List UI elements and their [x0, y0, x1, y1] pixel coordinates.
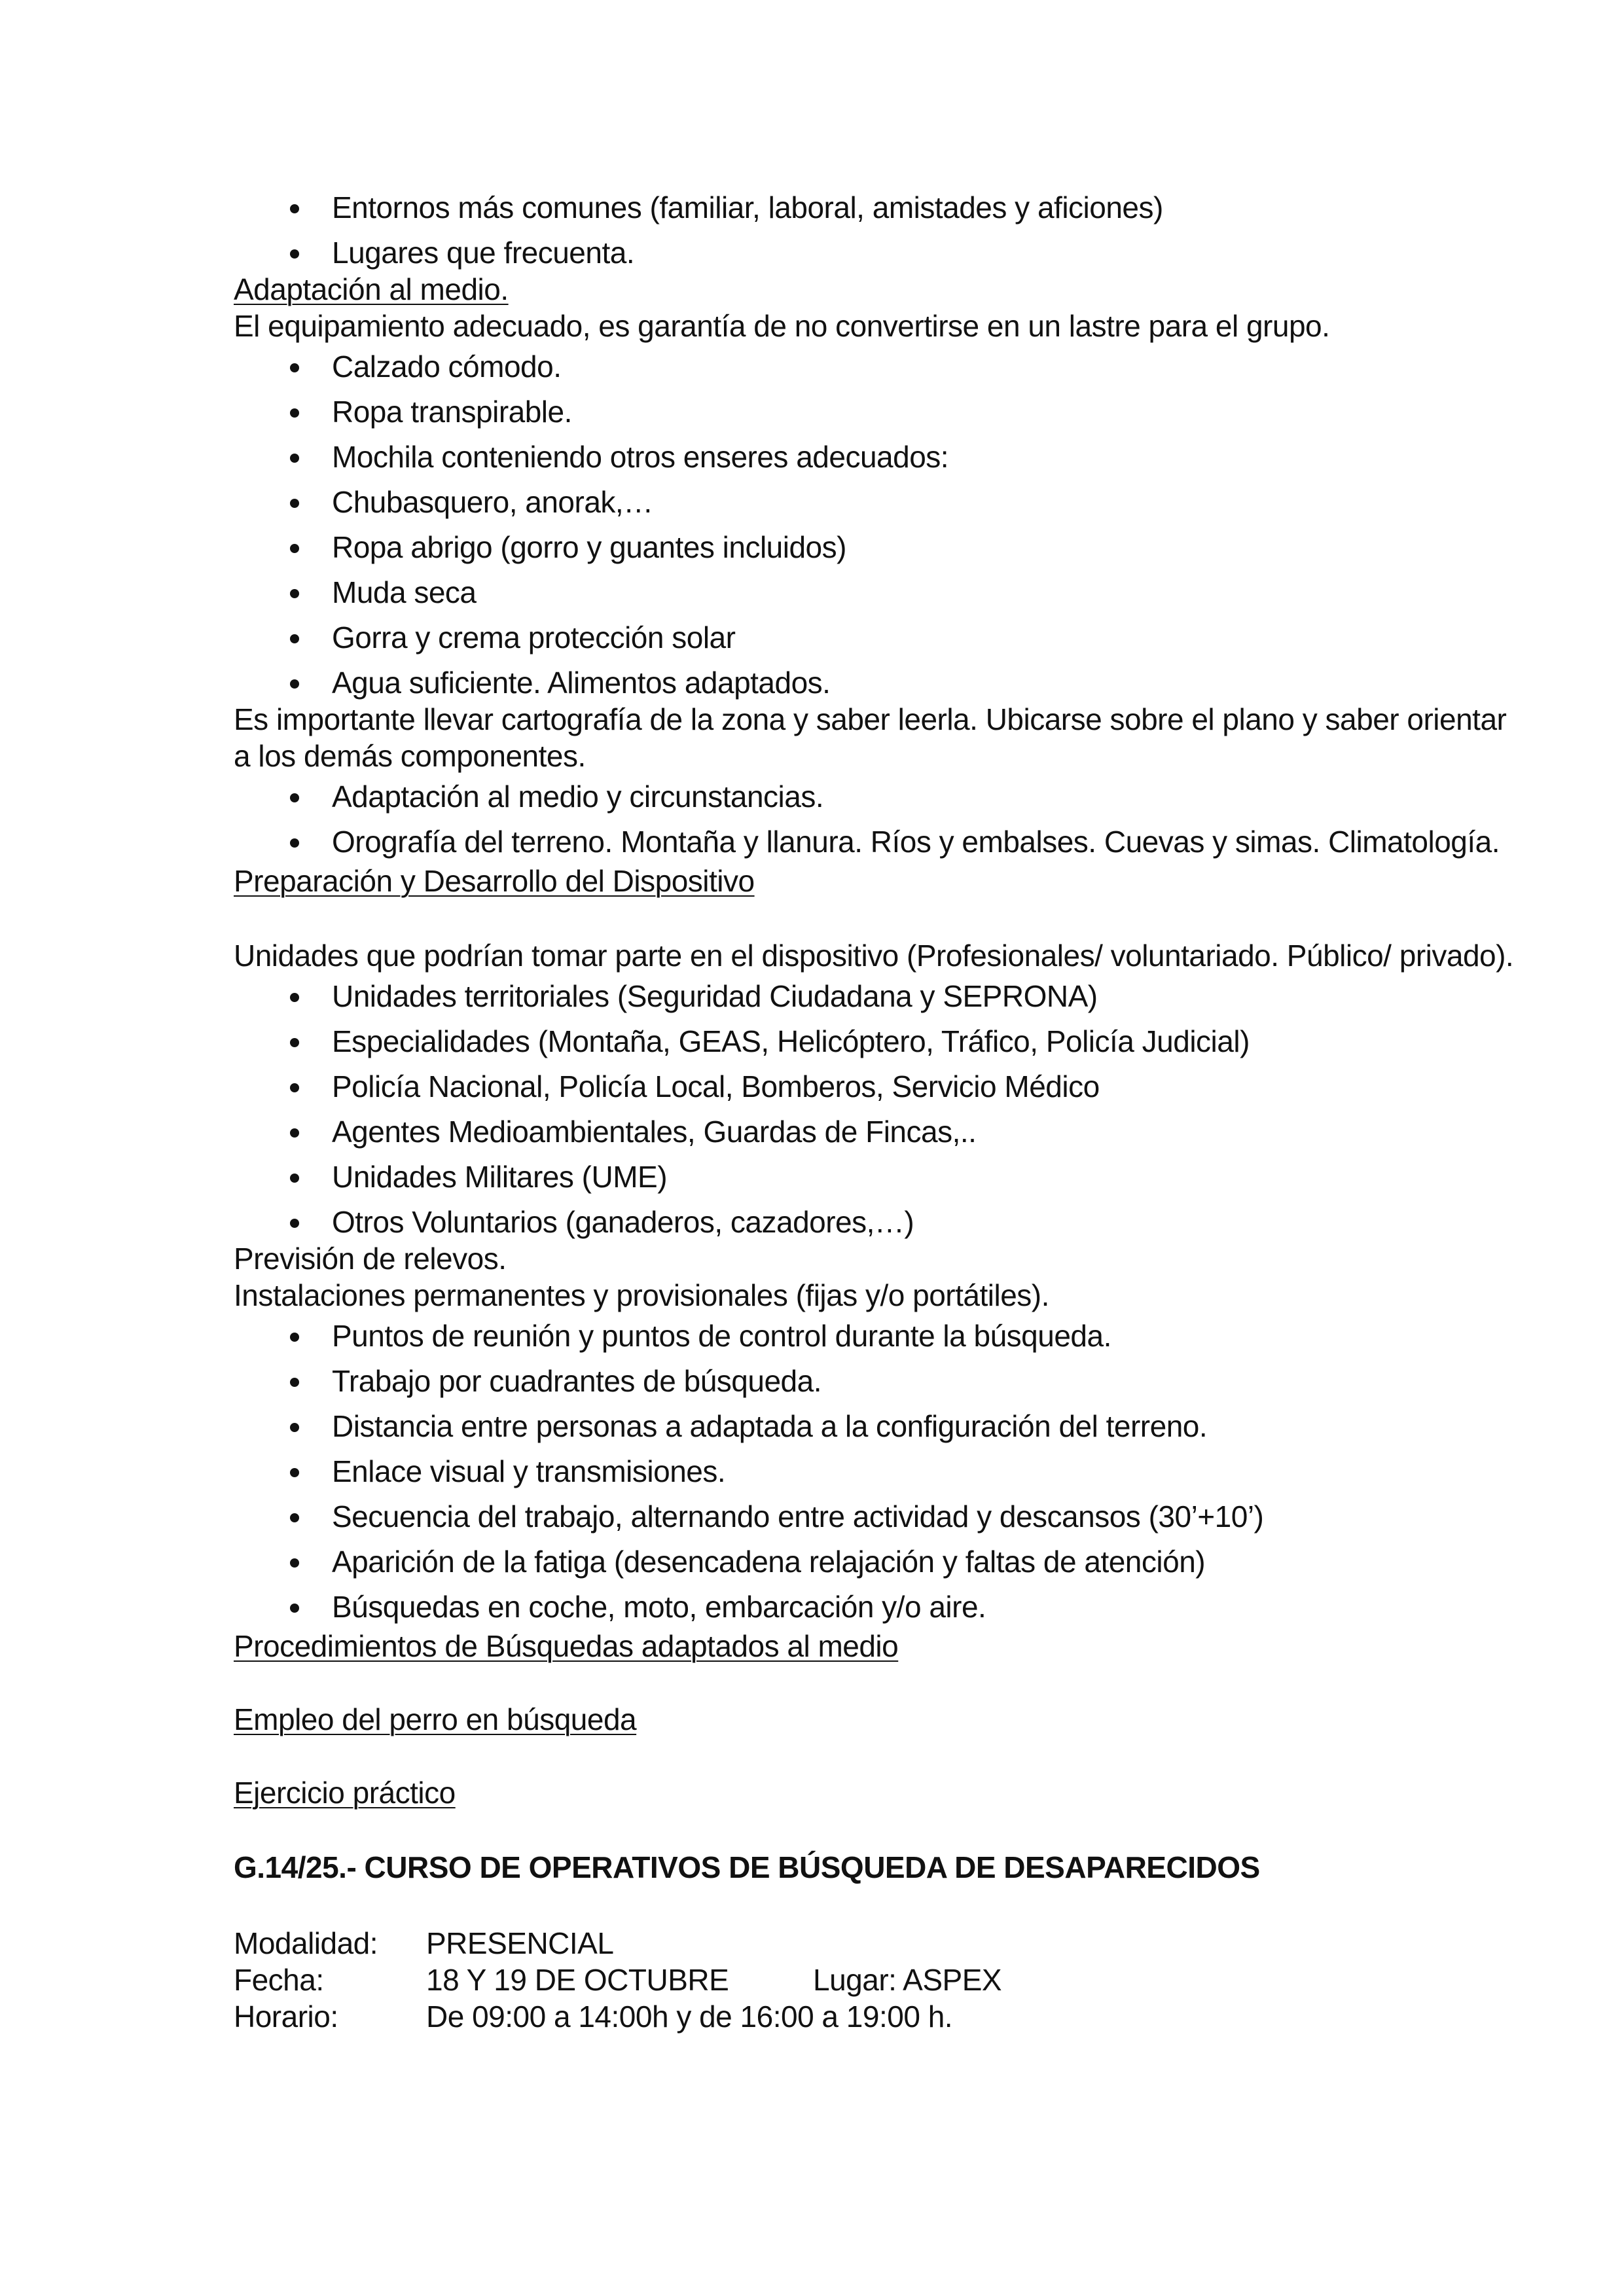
bullet-icon: [290, 838, 299, 848]
course-info: [234, 1926, 1412, 2036]
section-heading-adaptacion: Adaptación al medio.: [234, 272, 509, 306]
list-item-text: Muda seca: [332, 575, 477, 609]
bullet-icon: [290, 1038, 299, 1047]
paragraph-relevos: Previsión de relevos.: [234, 1242, 507, 1276]
list-item: [234, 1589, 1412, 1628]
list-item-text: Agua suficiente. Alimentos adaptados.: [332, 666, 831, 700]
bullet-icon: [290, 1468, 299, 1477]
list-item: [234, 665, 1412, 702]
paragraph-line: a los demás componentes.: [234, 739, 586, 773]
list-item-text: Unidades territoriales (Seguridad Ciudadana y SEPRONA): [332, 979, 1098, 1013]
list-item: [234, 1454, 1412, 1499]
bullet-icon: [290, 499, 299, 508]
list-item: [234, 529, 1412, 575]
bullet-icon: [290, 1083, 299, 1092]
horario-label: Horario:: [234, 2000, 338, 2034]
bullet-list-equipamiento: [234, 349, 1412, 702]
list-item-text: Ropa abrigo (gorro y guantes incluidos): [332, 530, 846, 564]
list-item: [234, 1363, 1412, 1408]
spacer: [234, 1738, 1412, 1775]
list-item: [234, 1024, 1412, 1069]
list-item-text: Puntos de reunión y puntos de control durante la búsqueda.: [332, 1319, 1111, 1353]
list-item: [234, 824, 1500, 863]
bullet-icon: [290, 679, 299, 689]
course-title: G.14/25.- CURSO DE OPERATIVOS DE BÚSQUEDA DE DESAPARECIDOS: [234, 1850, 1260, 1884]
bullet-icon: [290, 408, 299, 418]
list-item-text: Unidades Militares (UME): [332, 1160, 668, 1194]
bullet-icon: [290, 1128, 299, 1138]
bullet-icon: [290, 1378, 299, 1387]
paragraph-cartografia: [234, 702, 1507, 779]
bullet-list-busqueda: [234, 1318, 1412, 1628]
bullet-icon: [290, 993, 299, 1002]
bullet-icon: [290, 589, 299, 598]
bullet-icon: [290, 204, 299, 213]
list-item-text: Entornos más comunes (familiar, laboral, amistades y aficiones): [332, 190, 1163, 224]
spacer: [234, 900, 1412, 938]
info-row-fecha: [234, 1962, 1412, 1999]
list-item: [234, 190, 1412, 235]
modalidad-value: PRESENCIAL: [426, 1926, 614, 1960]
bullet-list-entornos: [234, 190, 1412, 272]
modalidad-label: Modalidad:: [234, 1926, 378, 1960]
list-item: [234, 1069, 1412, 1114]
list-item: [234, 1408, 1412, 1454]
paragraph-instalaciones: Instalaciones permanentes y provisionales (fijas y/o portátiles).: [234, 1278, 1049, 1312]
list-item: [234, 235, 1412, 272]
list-item: [234, 349, 1412, 394]
list-item-text: Lugares que frecuenta.: [332, 236, 635, 270]
list-item-text: Adaptación al medio y circunstancias.: [332, 780, 824, 814]
list-item: [234, 1318, 1412, 1363]
list-item-text: Chubasquero, anorak,…: [332, 485, 653, 519]
list-item-text: Agentes Medioambientales, Guardas de Fincas,..: [332, 1115, 977, 1149]
list-item-text: Secuencia del trabajo, alternando entre actividad y descansos (30’+10’): [332, 1499, 1264, 1534]
list-item-text: Otros Voluntarios (ganaderos, cazadores,…): [332, 1205, 914, 1239]
section-heading-procedimientos: Procedimientos de Búsquedas adaptados al medio: [234, 1629, 899, 1663]
spacer: [234, 1665, 1412, 1702]
list-item: [234, 1544, 1412, 1589]
paragraph-unidades: Unidades que podrían tomar parte en el dispositivo (Profesionales/ voluntariado. Público/ privado).: [234, 939, 1514, 973]
info-row-horario: [234, 1999, 1412, 2036]
list-item-text: Aparición de la fatiga (desencadena relajación y faltas de atención): [332, 1545, 1206, 1579]
list-item: [234, 1114, 1412, 1159]
bullet-icon: [290, 1219, 299, 1228]
bullet-icon: [290, 634, 299, 643]
fecha-value: 18 Y 19 DE OCTUBRE: [426, 1963, 729, 1997]
list-item: [234, 439, 1412, 484]
list-item-text: Búsquedas en coche, moto, embarcación y/o aire.: [332, 1590, 986, 1624]
bullet-icon: [290, 1333, 299, 1342]
section-heading-preparacion: Preparación y Desarrollo del Dispositivo: [234, 864, 755, 898]
info-row-modalidad: [234, 1926, 1412, 1962]
paragraph-line: Es importante llevar cartografía de la zona y saber leerla. Ubicarse sobre el plano y saber orientar: [234, 702, 1507, 736]
list-item-text: Especialidades (Montaña, GEAS, Helicóptero, Tráfico, Policía Judicial): [332, 1024, 1250, 1058]
list-item: [234, 1159, 1412, 1204]
list-item: [234, 1204, 1412, 1241]
bullet-icon: [290, 544, 299, 553]
list-item-text: Enlace visual y transmisiones.: [332, 1454, 726, 1488]
bullet-icon: [290, 1423, 299, 1432]
fecha-label: Fecha:: [234, 1963, 324, 1997]
bullet-icon: [290, 1174, 299, 1183]
list-item-text: Policía Nacional, Policía Local, Bomberos, Servicio Médico: [332, 1069, 1100, 1103]
list-item: [234, 779, 1412, 824]
list-item-text: Trabajo por cuadrantes de búsqueda.: [332, 1364, 821, 1398]
list-item: [234, 484, 1412, 529]
bullet-icon: [290, 1513, 299, 1522]
paragraph-equipamiento: El equipamiento adecuado, es garantía de no convertirse en un lastre para el grupo.: [234, 309, 1330, 343]
lugar-value: Lugar: ASPEX: [813, 1963, 1002, 1997]
document-page: [234, 190, 1514, 2036]
bullet-icon: [290, 1558, 299, 1568]
bullet-icon: [290, 454, 299, 463]
list-item-text: Calzado cómodo.: [332, 350, 562, 384]
list-item-text: Orografía del terreno. Montaña y llanura. Ríos y embalses. Cuevas y simas. Climatología.: [332, 825, 1500, 859]
bullet-list-medio: [234, 779, 1500, 863]
list-item: [234, 1499, 1412, 1544]
list-item: [234, 575, 1412, 620]
list-item: [234, 394, 1412, 439]
bullet-icon: [290, 1604, 299, 1613]
list-item-text: Distancia entre personas a adaptada a la configuración del terreno.: [332, 1409, 1208, 1443]
list-item-text: Gorra y crema protección solar: [332, 620, 736, 655]
bullet-icon: [290, 249, 299, 259]
list-item-text: Ropa transpirable.: [332, 395, 572, 429]
horario-value: De 09:00 a 14:00h y de 16:00 a 19:00 h.: [426, 2000, 953, 2034]
bullet-list-unidades: [234, 978, 1412, 1241]
list-item-text: Mochila conteniendo otros enseres adecuados:: [332, 440, 949, 474]
bullet-icon: [290, 363, 299, 372]
list-item: [234, 620, 1412, 665]
list-item: [234, 978, 1412, 1024]
bullet-icon: [290, 793, 299, 802]
section-heading-ejercicio: Ejercicio práctico: [234, 1776, 456, 1810]
section-heading-perro: Empleo del perro en búsqueda: [234, 1702, 637, 1736]
